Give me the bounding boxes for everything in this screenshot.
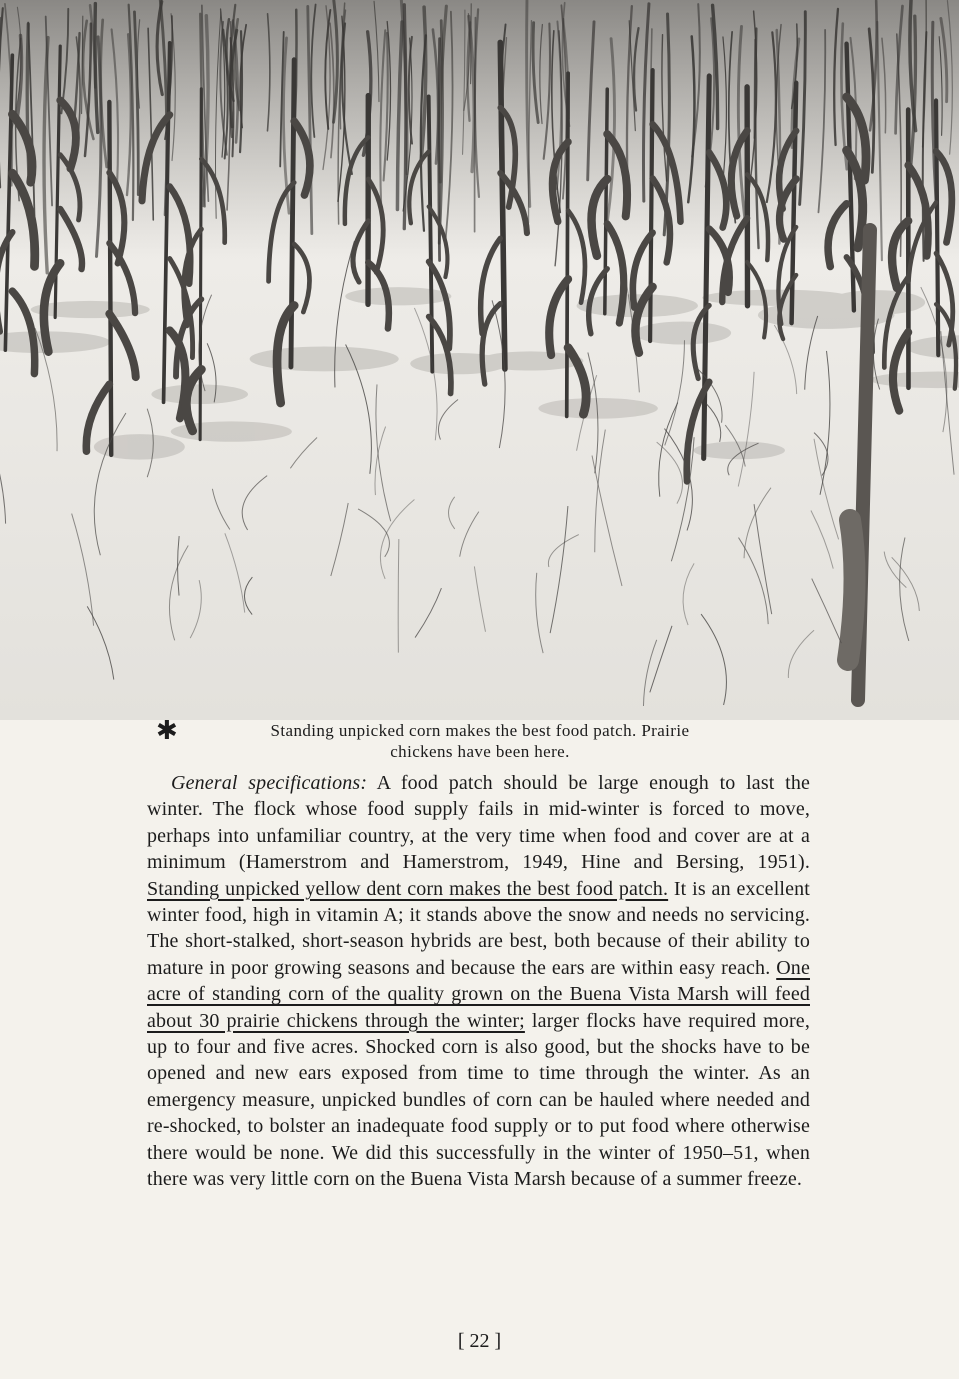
snow-shadow bbox=[538, 398, 657, 419]
page-number: [ 22 ] bbox=[457, 1330, 502, 1352]
corn-stalk bbox=[567, 73, 568, 416]
body-paragraph bbox=[147, 770, 810, 1193]
corn-stalk bbox=[936, 100, 938, 355]
body-text-1: A food patch should be large enough to last the winter. The flock whose food supply fails in mid-winter is forced to move, perhaps into unfamiliar country, at the very time when food and cover are at a minimum (Hamerstrom and Hamerstrom, 1949, Hine and Bersing, 1951). bbox=[147, 772, 810, 874]
body-text-3: larger flocks have required more, up to four and five acres. Shocked corn is also good, but the shocks have to be opened and new ears exposed from time to time through the winter. As an emergency measure, unpicked bundles of corn can be hauled where needed and re-shocked, to bolster an inadequate food supply or to put food where otherwise there would be none. We did this successfully in the winter of 1950–51, when there was very little corn on the Buena Vista Marsh because of a summer freeze. bbox=[147, 1009, 810, 1191]
underlined-passage-1: Standing unpicked yellow dent corn makes the best food patch. bbox=[147, 877, 669, 900]
snow-shadow bbox=[345, 287, 451, 305]
photo-caption bbox=[156, 716, 800, 762]
snow-shadow bbox=[693, 441, 784, 459]
corn-stalk bbox=[650, 70, 653, 341]
section-heading: General specifications: bbox=[171, 772, 368, 794]
star-mark-icon: ✱ bbox=[156, 716, 179, 745]
caption-line-2: chickens have been here. bbox=[390, 742, 570, 761]
corn-stalk bbox=[200, 89, 201, 440]
corn-stalk bbox=[109, 102, 111, 455]
corn-stalk bbox=[291, 60, 294, 367]
corn-stalk bbox=[605, 89, 607, 314]
body-text-2: It is an excellent winter food, high in vitamin A; it stands above the snow and needs no servicing. The short-stalked, short-season hybrids are best, both because of their ability to mature in poor growing seasons and because the ears are within easy reach. bbox=[147, 877, 810, 979]
corn-ear bbox=[848, 520, 855, 660]
snow-shadow bbox=[250, 346, 399, 371]
caption-line-1: Standing unpicked corn makes the best food patch. Prairie bbox=[270, 721, 690, 740]
underlined-passage-2: One acre of standing corn of the quality grown on the Buena Vista Marsh will feed about 30 prairie chickens through the winter; bbox=[147, 956, 810, 1032]
